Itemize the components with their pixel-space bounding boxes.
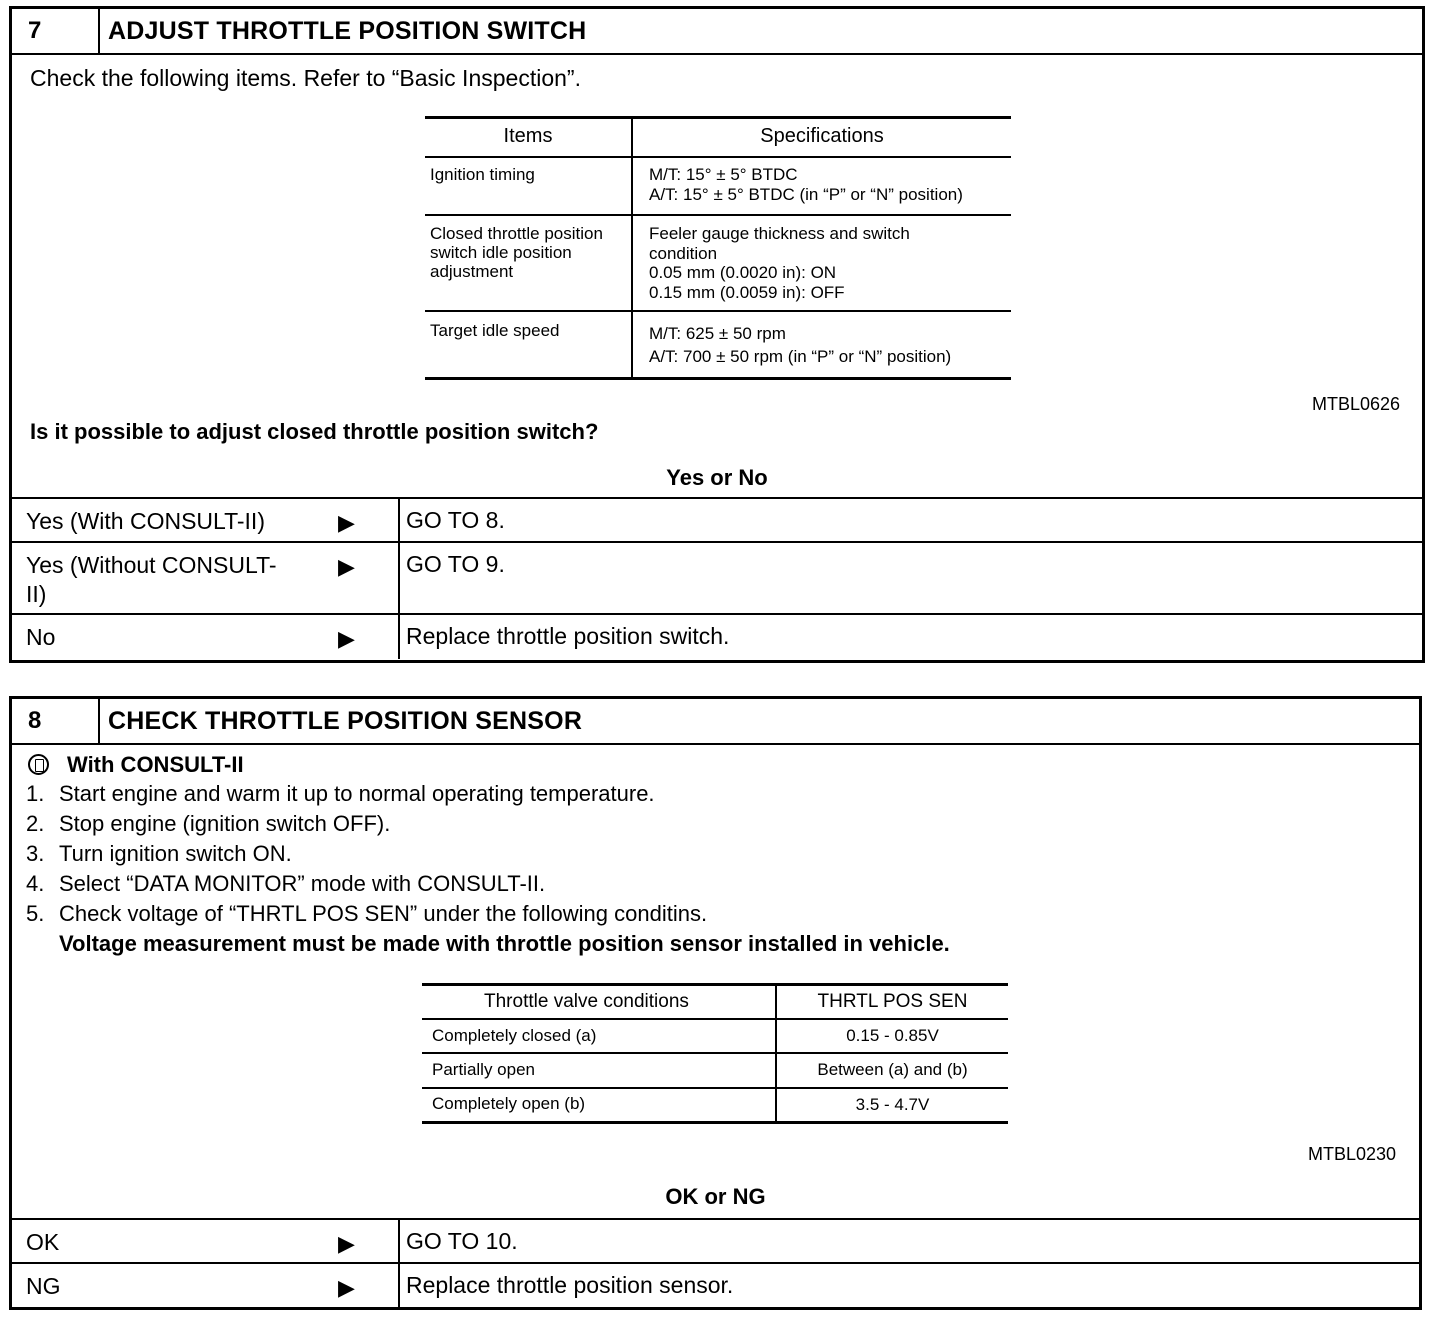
- step-7-header: [12, 9, 1422, 55]
- step-8-block: [9, 696, 1422, 1310]
- arrow-right-icon: ▶: [338, 554, 355, 579]
- procedure-steps: [26, 779, 950, 959]
- answer-action: GO TO 8.: [398, 499, 406, 543]
- spec-header-specifications: Specifications: [760, 125, 884, 147]
- table-header-condition: Throttle valve conditions: [484, 991, 689, 1012]
- spec-header-items: Items: [503, 125, 553, 147]
- answer-label: OK: [26, 1229, 60, 1255]
- answer-action: GO TO 9.: [398, 543, 406, 615]
- spec-value: M/T: 15° ± 5° BTDC A/T: 15° ± 5° BTDC (in “P” or “N” position): [649, 165, 963, 204]
- procedure-step: 4. Select “DATA MONITOR” mode with CONSULT-II.: [26, 871, 546, 896]
- consult-subtitle: With CONSULT-II: [67, 752, 244, 777]
- spec-value: M/T: 625 ± 50 rpm A/T: 700 ± 50 rpm (in “P” or “N” position): [649, 324, 952, 366]
- voltage-cell: 3.5 - 4.7V: [855, 1095, 930, 1114]
- condition-cell: Completely open (b): [432, 1094, 586, 1113]
- answer-label: NG: [26, 1273, 61, 1299]
- step-title: ADJUST THROTTLE POSITION SWITCH: [108, 17, 587, 45]
- answer-label: Yes (Without CONSULT- II): [26, 552, 277, 607]
- procedure-step: 5. Check voltage of “THRTL POS SEN” under the following conditins.: [26, 901, 708, 926]
- step-title: CHECK THROTTLE POSITION SENSOR: [108, 707, 583, 735]
- answer-header: OK or NG: [665, 1184, 766, 1209]
- answer-row-yes-consult[interactable]: [12, 497, 1422, 543]
- answer-list: [12, 1218, 1419, 1308]
- consult-icon: [28, 754, 49, 775]
- answer-header: Yes or No: [666, 465, 768, 490]
- spec-item: Closed throttle position switch idle position adjustment: [430, 224, 603, 281]
- arrow-right-icon: ▶: [338, 510, 355, 535]
- step-7-block: [9, 6, 1425, 663]
- procedure-step: 1. Start engine and warm it up to normal operating temperature.: [26, 781, 655, 806]
- arrow-right-icon: ▶: [338, 1231, 355, 1256]
- voltage-cell: Between (a) and (b): [817, 1060, 968, 1079]
- step-number: 8: [12, 699, 100, 743]
- procedure-step: 2. Stop engine (ignition switch OFF).: [26, 811, 391, 836]
- answer-row-ok[interactable]: [12, 1218, 1419, 1264]
- arrow-right-icon: ▶: [338, 626, 355, 651]
- table-header-sensor: THRTL POS SEN: [817, 991, 968, 1012]
- spec-item: Target idle speed: [430, 321, 560, 340]
- step-number: 7: [12, 9, 100, 53]
- procedure-note: Voltage measurement must be made with throttle position sensor installed in vehicle.: [59, 931, 950, 956]
- step-intro: Check the following items. Refer to “Basic Inspection”.: [30, 65, 581, 91]
- condition-cell: Completely closed (a): [432, 1026, 597, 1045]
- answer-action: GO TO 10.: [398, 1220, 406, 1264]
- answer-row-ng[interactable]: [12, 1262, 1419, 1308]
- question: Is it possible to adjust closed throttle position switch?: [30, 419, 599, 444]
- spec-value: Feeler gauge thickness and switch condition 0.05 mm (0.0020 in): ON 0.15 mm (0.0059 in): OFF: [649, 224, 910, 302]
- table-code: MTBL0626: [1312, 394, 1401, 414]
- answer-row-no[interactable]: [12, 613, 1422, 659]
- table-code: MTBL0230: [1308, 1144, 1397, 1164]
- condition-cell: Partially open: [432, 1060, 536, 1079]
- answer-row-yes-no-consult[interactable]: [12, 541, 1422, 615]
- answer-label: No: [26, 624, 56, 650]
- answer-action: Replace throttle position sensor.: [398, 1264, 406, 1308]
- answer-list: [12, 497, 1422, 663]
- procedure-step: 3. Turn ignition switch ON.: [26, 841, 292, 866]
- answer-action: Replace throttle position switch.: [398, 615, 406, 659]
- step-8-header: [12, 699, 1419, 745]
- voltage-cell: 0.15 - 0.85V: [846, 1026, 939, 1045]
- arrow-right-icon: ▶: [338, 1275, 355, 1300]
- spec-item: Ignition timing: [430, 165, 535, 184]
- answer-label: Yes (With CONSULT-II): [26, 508, 265, 534]
